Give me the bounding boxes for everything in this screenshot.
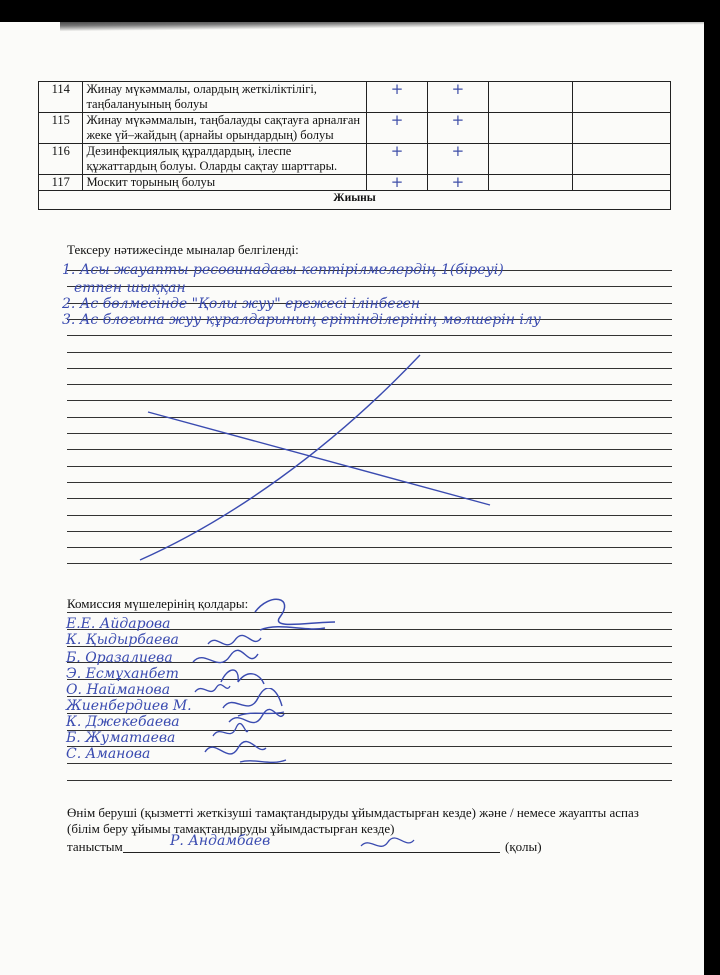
finding-line-1: 1. Асы жауапты ресовинадағы кептірілмелердің 1(біреуі) bbox=[62, 262, 504, 278]
row-number: 114 bbox=[39, 82, 83, 113]
commission-member-name: Е.Е. Айдарова bbox=[66, 616, 171, 632]
footer-sign-word: (қолы) bbox=[505, 839, 542, 854]
row-mark-2: + bbox=[427, 175, 488, 191]
row-number: 116 bbox=[39, 144, 83, 175]
commission-member-name: С. Аманова bbox=[66, 746, 151, 762]
footer-familiar: таныстым bbox=[67, 839, 123, 854]
row-mark-1: + bbox=[367, 175, 428, 191]
row-description: Дезинфекциялық құралдардың, ілеспе құжаттардың болуы. Оларды сақтау шарттары. bbox=[83, 144, 367, 175]
commission-member-name: К. Қыдырбаева bbox=[66, 632, 179, 648]
commission-member-name: К. Джекебаева bbox=[66, 714, 180, 730]
row-number: 117 bbox=[39, 175, 83, 191]
row-description: Жинау мүкәммалын, таңбалауды сақтауға арналған жеке үй–жайдың (арнайы орындардың) болуы bbox=[83, 113, 367, 144]
commission-member-name: О. Найманова bbox=[66, 682, 171, 698]
signature-9 bbox=[200, 736, 290, 770]
row-mark-1: + bbox=[367, 82, 428, 113]
ruled-line bbox=[67, 612, 672, 613]
scan-right-border bbox=[704, 0, 720, 975]
commission-member-name: Б. Жуматаева bbox=[66, 730, 176, 746]
finding-line-2: 2. Ас бөлмесінде "Қолы жуу" ережесі ілінбеген bbox=[62, 296, 421, 312]
total-label: Жиыны bbox=[39, 191, 671, 210]
footer-handwritten-name: Р. Андамбаев bbox=[170, 833, 271, 849]
finding-line-3: 3. Ас блогына жуу құралдарының ерітінділерінің мөлшерін ілу bbox=[62, 312, 541, 328]
commission-member-name: Б. Оразалиева bbox=[66, 650, 173, 666]
finding-line-1b: етпен шыққан bbox=[74, 280, 186, 296]
commission-member-name: Жиенбердиев М. bbox=[66, 698, 192, 714]
commission-label: Комиссия мүшелерінің қолдары: bbox=[67, 596, 249, 611]
row-description: Москит торының болуы bbox=[83, 175, 367, 191]
ruled-line bbox=[67, 780, 672, 781]
ruled-line bbox=[67, 746, 672, 747]
signature-line bbox=[123, 852, 500, 853]
commission-member-name: Э. Есмұханбет bbox=[66, 666, 179, 682]
row-mark-2: + bbox=[427, 144, 488, 175]
row-mark-2: + bbox=[427, 113, 488, 144]
row-description: Жинау мүкәммалы, олардың жеткіліктілігі, таңбалануының болуы bbox=[83, 82, 367, 113]
footer-line-1: Өнім беруші (қызметті жеткізуші тамақтандыруды ұйымдастырған кезде) және / немесе жауапты аспаз bbox=[67, 805, 639, 820]
row-mark-1: + bbox=[367, 113, 428, 144]
row-mark-2: + bbox=[427, 82, 488, 113]
footer-line-2: (білім беру ұйымы тамақтандыруды ұйымдастырған кезде) bbox=[67, 821, 395, 836]
ruled-line bbox=[67, 763, 672, 764]
scan-top-border bbox=[0, 0, 720, 22]
footer-signature bbox=[358, 834, 418, 856]
row-mark-1: + bbox=[367, 144, 428, 175]
findings-label: Тексеру нәтижесінде мыналар белгіленді: bbox=[67, 242, 299, 257]
row-number: 115 bbox=[39, 113, 83, 144]
